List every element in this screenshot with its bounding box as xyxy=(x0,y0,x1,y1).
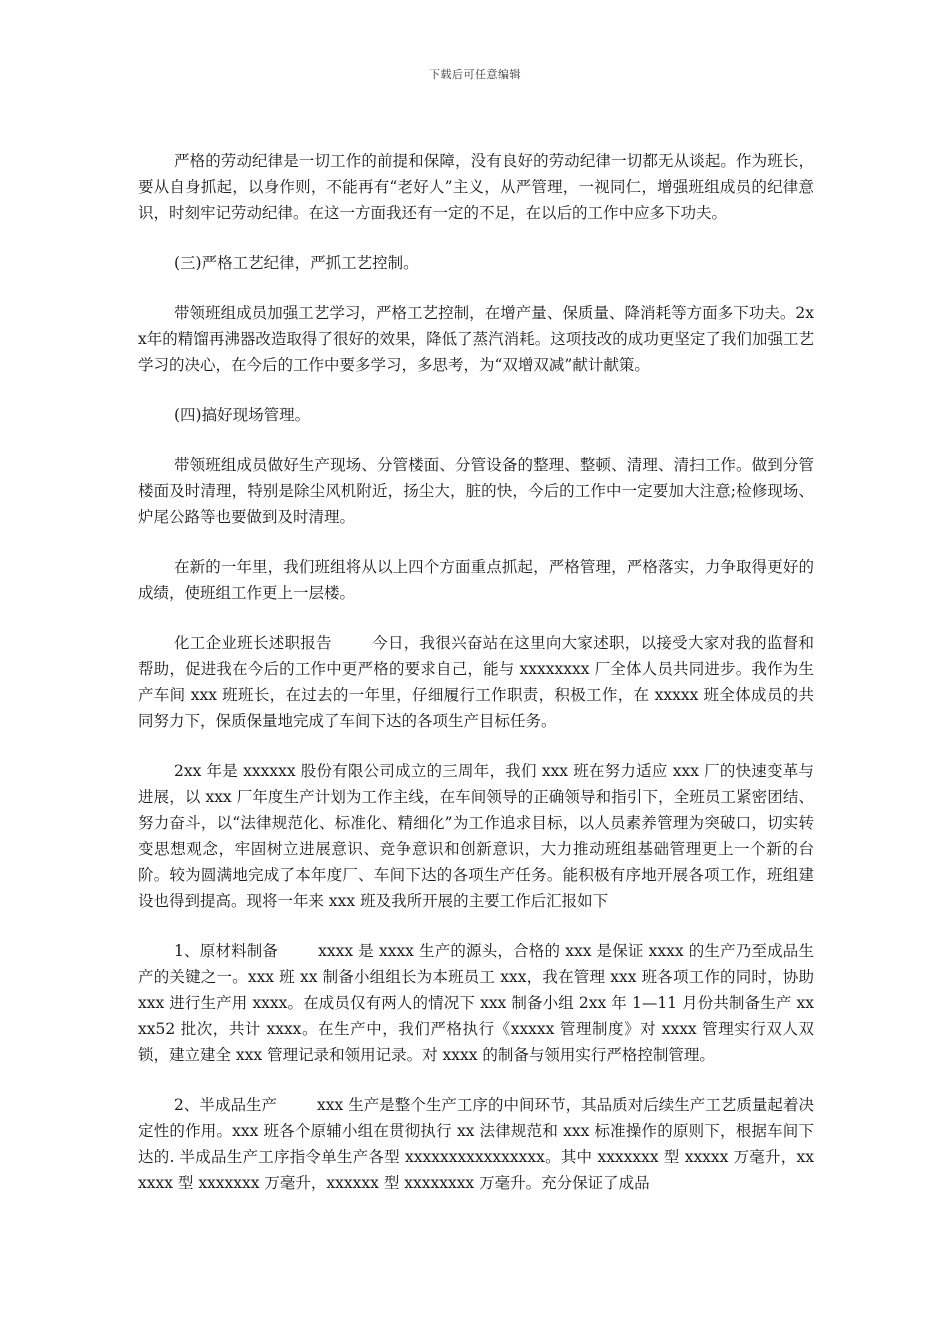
paragraph-text: xxxx 是 xxxx 生产的源头，合格的 xxx 是保证 xxxx 的生产乃至成品生产的关键之一。xxx 班 xx 制备小组组长为本班员工 xxx，我在管理 xxx 班各项工作的同时，协助 xxx 进行生产用 xxxx。在成员仅有两人的情况下 xxx 制备小组 2xx 年 1—11 月份共制备生产 xxxx52 批次，共计 xxxx。在生产中，我们严格执行《xxxxx 管理制度》对 xxxx 管理实行双人双锁，建立建全 xxx 管理记录和领用记录。对 xxxx 的制备与领用实行严格控制管理。 xyxy=(138,942,814,1064)
section-heading-process-discipline xyxy=(138,250,814,276)
paragraph-raw-material xyxy=(138,938,814,1068)
section-title: 2、半成品生产 xyxy=(174,1096,278,1114)
paragraph-process-study xyxy=(138,300,814,378)
paragraph-annual-summary xyxy=(138,758,814,914)
page-header: 下载后可任意编辑 xyxy=(429,68,521,81)
document-body xyxy=(138,148,814,1220)
paragraph-text: 在新的一年里，我们班组将从以上四个方面重点抓起，严格管理，严格落实，力争取得更好的成绩，使班组工作更上一层楼。 xyxy=(138,558,814,602)
paragraph-text: xxx 生产是整个生产工序的中间环节，其品质对后续生产工艺质量起着决定性的作用。xxx 班各个原辅小组在贯彻执行 xx 法律规范和 xxx 标准操作的原则下，根据车间下达的. 半成品生产工序指令单生产各型 xxxxxxxxxxxxxxxx。其中 xxxxxxx 型 xxxxx 万毫升，xxxxxx 型 xxxxxxx 万毫升，xxxxxx 型 xxxxxxxx 万毫升。充分保证了成品 xyxy=(138,1096,814,1192)
paragraph-semi-finished xyxy=(138,1092,814,1196)
paragraph-text: 带领班组成员加强工艺学习，严格工艺控制，在增产量、保质量、降消耗等方面多下功夫。2xx年的精馏再沸器改造取得了很好的效果，降低了蒸汽消耗。这项技改的成功更坚定了我们加强工艺学习的决心，在今后的工作中要多学习，多思考，为“双增双减”献计献策。 xyxy=(138,304,814,374)
paragraph-labor-discipline xyxy=(138,148,814,226)
paragraph-site-cleanup xyxy=(138,452,814,530)
paragraph-text: 今日，我很兴奋站在这里向大家述职，以接受大家对我的监督和帮助，促进我在今后的工作中更严格的要求自己，能与 xxxxxxxx 厂全体人员共同进步。我作为生产车间 xxx 班班长，在过去的一年里，仔细履行工作职责，积极工作，在 xxxxx 班全体成员的共同努力下，保质保量地完成了车间下达的各项生产目标任务。 xyxy=(138,634,814,730)
heading-text: (四)搞好现场管理。 xyxy=(174,406,311,424)
section-title: 1、原材料制备 xyxy=(174,942,279,960)
report-title: 化工企业班长述职报告 xyxy=(174,634,332,652)
paragraph-text: 严格的劳动纪律是一切工作的前提和保障，没有良好的劳动纪律一切都无从谈起。作为班长，要从自身抓起，以身作则，不能再有“老好人”主义，从严管理，一视同仁，增强班组成员的纪律意识，时刻牢记劳动纪律。在这一方面我还有一定的不足，在以后的工作中应多下功夫。 xyxy=(138,152,814,222)
paragraph-report-intro xyxy=(138,630,814,734)
paragraph-new-year-goal xyxy=(138,554,814,606)
paragraph-text: 带领班组成员做好生产现场、分管楼面、分管设备的整理、整顿、清理、清扫工作。做到分管楼面及时清理，特别是除尘风机附近，扬尘大，脏的快，今后的工作中一定要加大注意;检修现场、炉尾公路等也要做到及时清理。 xyxy=(138,456,814,526)
section-heading-site-management xyxy=(138,402,814,428)
heading-text: (三)严格工艺纪律，严抓工艺控制。 xyxy=(174,254,419,272)
paragraph-text: 2xx 年是 xxxxxx 股份有限公司成立的三周年，我们 xxx 班在努力适应 xxx 厂的快速变革与进展，以 xxx 厂年度生产计划为工作主线，在车间领导的正确领导和指引下，全班员工紧密团结、努力奋斗，以“法律规范化、标准化、精细化”为工作追求目标，以人员素养管理为突破口，切实转变思想观念，牢固树立进展意识、竞争意识和创新意识，大力推动班组基础管理更上一个新的台阶。较为圆满地完成了本年度厂、车间下达的各项生产任务。能积极有序地开展各项工作，班组建设也得到提高。现将一年来 xxx 班及我所开展的主要工作后汇报如下 xyxy=(138,762,814,910)
